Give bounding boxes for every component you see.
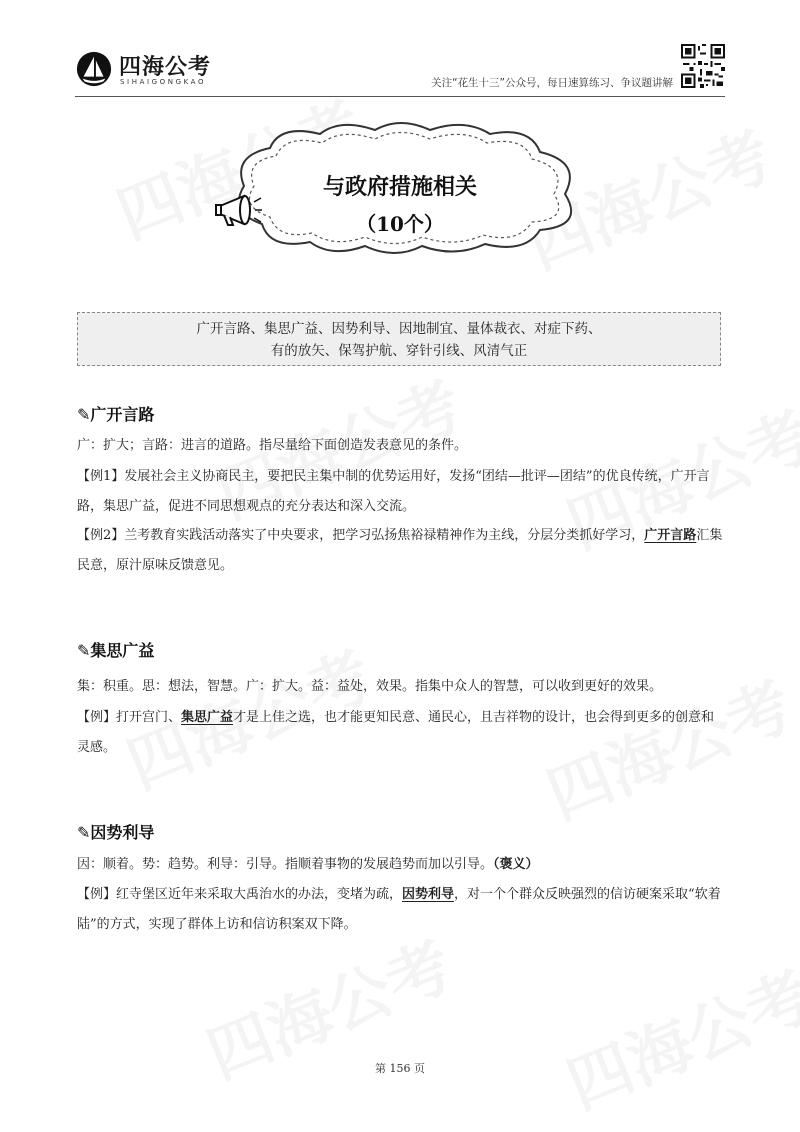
example-label: 【例2】	[77, 528, 125, 543]
example-label: 【例1】	[77, 469, 125, 484]
example-text: 红寺堡区近年来采取大禹治水的办法，变堵为疏，	[116, 887, 403, 902]
example-label: 【例】	[77, 887, 117, 902]
highlight-term: 集思广益	[181, 710, 234, 725]
example-paragraph	[77, 703, 723, 763]
section-title: ✎广开言路	[77, 405, 155, 424]
example-paragraph	[77, 462, 723, 522]
summary-box	[77, 312, 721, 366]
highlight-term: 广开言路	[644, 528, 697, 543]
example-text: 打开宫门、	[116, 710, 182, 725]
section-title: ✎集思广益	[77, 641, 155, 660]
watermark	[552, 945, 800, 1126]
summary-line: 广开言路、集思广益、因势利导、因地制宜、量体裁衣、对症下药、	[196, 321, 602, 337]
brand-name: 四海公考	[119, 55, 212, 80]
definition: 集：积重。思：想法，智慧。广：扩大。益：益处，效果。指集中众人的智慧，可以收到更好的效果。	[77, 679, 663, 694]
section-title: ✎因势利导	[77, 823, 155, 842]
example-text: 汇集民意，原汁原味反馈意见。	[77, 528, 723, 573]
definition-text: 因：顺着。势：趋势。利导：引导。指顺着事物的发展趋势而加以引导。	[77, 857, 494, 872]
brand-subtitle: SIHAIGONGKAO	[120, 78, 207, 86]
example-text: ，对一个个群众反映强烈的信访硬案采取“软着陆”的方式，实现了群体上访和信访积案双下降。	[77, 887, 721, 932]
page-header	[75, 44, 725, 94]
example-label: 【例】	[77, 710, 117, 725]
header-slogan: 关注“花生十三”公众号，每日速算练习、争议题讲解	[431, 77, 673, 89]
header-divider	[75, 96, 725, 97]
page-subtitle-count: （10个）	[356, 212, 444, 236]
sailboat-logo-icon	[75, 50, 113, 88]
definition	[77, 850, 723, 880]
example-paragraph	[77, 880, 723, 940]
example-paragraph	[77, 521, 723, 581]
page-number: 第 156 页	[375, 1062, 425, 1075]
summary-line: 有的放矢、保驾护航、穿针引线、风清气正	[270, 343, 528, 359]
example-text: 才是上佳之选，也才能更知民意、通民心，且吉祥物的设计，也会得到更多的创意和灵感。	[77, 710, 715, 755]
example-text: 兰考教育实践活动落实了中央要求，把学习弘扬焦裕禄精神作为主线，分层分类抓好学习，	[124, 528, 645, 543]
definition: 广：扩大；言路：进言的道路。指尽量给下面创造发表意见的条件。	[77, 438, 468, 453]
page-title: 与政府措施相关	[322, 174, 477, 200]
sentiment-tag: （褒义）	[493, 857, 539, 872]
qr-code-icon	[681, 44, 725, 88]
example-text: 发展社会主义协商民主，要把民主集中制的优势运用好，发扬“团结—批评—团结”的优良传统，广开言路，集思广益，促进不同思想观点的充分表达和深入交流。	[77, 469, 710, 514]
highlight-term: 因势利导	[402, 887, 455, 902]
